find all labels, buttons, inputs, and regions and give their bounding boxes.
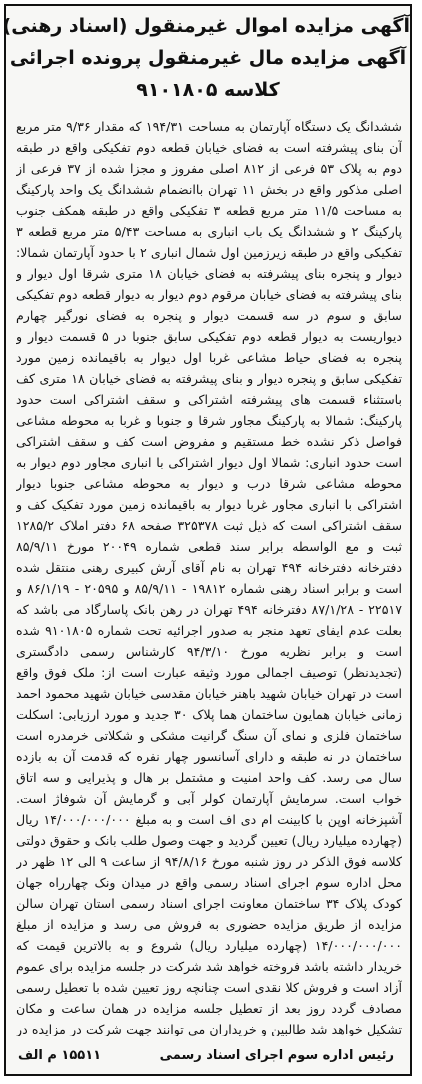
- case-number: کلاسه ۹۱۰۱۸۰۵: [136, 79, 280, 101]
- notice-subtitle: آگهی مزایده مال غیرمنقول پرونده اجرائی: [9, 47, 407, 69]
- notice-body: [16, 116, 402, 1036]
- signer-title: رئیس اداره سوم اجرای اسناد رسمی: [159, 1048, 394, 1063]
- auction-notice: [4, 4, 412, 1076]
- notice-body-text: ششدانگ یک دستگاه آپارتمان به مساحت ۱۹۴/۳۱ که مقدار ۹/۳۶ متر مربع آن بنای پیشرفته است به فضای خیابان قطعه دوم تفکیکی واقع در طبقه دوم به پلاک ۵۳ فرعی از ۸۱۲ اصلی مفروز و مجزا شده از ۳۷ فرعی از اصلی مذکور واقع در بخش ۱۱ تهران باانضمام ششدانگ یک واحد پارکینگ به مساحت ۱۱/۵ متر مربع قطعه ۳ تفکیکی واقع در طبقه همکف جنوب پارکینگ ۲ و ششدانگ یک باب انباری به مساحت ۵/۴۳ متر مربع قطعه ۳ تفکیکی واقع در طبقه زیرزمین اول شمال انباری ۲ با حدود آپارتمان شمالا: دیوار و پنجره بنای پیشرفته به فضای خیابان ۱۸ متری شرقا اول دیوار و بنای پیشرفته به فضای خیابان مرقوم دوم دیوار به دیوار قطعه دوم تفکیکی سابق و سوم در سه قسمت دیوار و پنجره به فضای نورگیر چهارم دیواریست به دیوار قطعه دوم تفکیکی سابق جنوبا در ۵ قسمت دیوار و پنجره به فضای حیاط مشاعی غربا اول دیوار به باقیمانده زمین مورد تفکیکی سابق و پنجره دیوار و بنای پیشرفته به فضای خیابان ۱۸ متری کف باستثناء قسمت های پیشرفته اشتراکی و سقف اشتراکی است حدود پارکینگ: شمالا به پارکینگ مجاور شرقا و جنوبا و غربا به محوطه مشاعی فواصل ذکر نشده خط مستقیم و مفروض است کف و سقف اشتراکی است حدود انباری: شمالا اول دیوار اشتراکی با انباری مجاور دوم دیوار به محوطه مشاعی شرقا درب و دیوار به محوطه مشاعی جنوبا دیوار اشتراکی با انباری مجاور غربا دیوار به باقیمانده زمین مورد تفکیک کف و سقف اشتراکی است که ذیل ثبت ۳۲۵۳۷۸ صفحه ۶۸ دفتر املاک ۱۲۸۵/۲ ثبت و مع الواسطه برابر سند قطعی شماره ۲۰۰۴۹ مورخ ۸۵/۹/۱۱ دفترخانه دفترخانه ۴۹۴ تهران به نام آقای آرش کبیری رهنی منتقل شده است و برابر اسناد رهنی شماره ۱۹۸۱۲ - ۸۵/۹/۱۱ و ۲۰۵۹۵ - ۸۶/۱/۱۹ و ۲۲۵۱۷ - ۸۷/۱/۲۸ دفترخانه ۴۹۴ تهران در رهن بانک پاسارگاد می باشد که بعلت عدم ایفای تعهد منجر به صدور اجرائیه تحت شماره ۹۱۰۱۸۰۵ شده است و برابر نظریه مورخ ۹۴/۳/۱۰ کارشناس رسمی دادگستری (تجدیدنظر) توصیف اجمالی مورد وثیقه عبارت است از: ملک فوق واقع است در تهران خیابان شهید باهنر خیابان مقدسی خیابان شهید محمود احمد زمانی خیابان همایون ساختمان هما پلاک ۳۰ جدید و مورد ارزیابی: اسکلت ساختمان فلزی و نمای آن سنگ گرانیت مشکی و شکلاتی خرمدره است ساختمان در نه طبقه و دارای آسانسور چهار نفره که قدمت آن به بازده سال می رسد. کف واحد امنیت و مشتمل بر هال و پذیرایی و سه اتاق خواب است. سرمایش آپارتمان کولر آبی و گرمایش آن شوفاژ است. آشپزخانه اوپن با کابینت ام دی اف است و به مبلغ ۱۴/۰۰۰/۰۰۰/۰۰۰ ریال (چهارده میلیارد ریال) تعیین گردید و جهت وصول طلب بانک و حقوق دولتی کلاسه فوق الذکر در روز شنبه مورخ ۹۴/۸/۱۶ از ساعت ۹ الی ۱۲ ظهر در محل اداره سوم اجرای اسناد رسمی واقع در میدان ونک چهارراه جهان کودک پلاک ۳۴ ساختمان معاونت اجرای اسناد رسمی استان تهران سالن مزایده از طریق مزایده حضوری به فروش می رسد و مزایده از مبلغ ۱۴/۰۰۰/۰۰۰/۰۰۰ (چهارده میلیارد ریال) شروع و به بالاترین قیمت که خریدار داشته باشد فروخته خواهد شد شرکت در جلسه مزایده برای عموم آزاد است و فروش کلا نقدی است چنانچه روز تعیین شده با تعطیل رسمی مصادف گردد روز بعد از تعطیل جلسه مزایده در همان ساعت و مکان تشکیل خواهد شد طالبین و خریداران می توانند جهت شرکت در مزایده در: [16, 119, 402, 1036]
- notice-header: [2, 6, 410, 106]
- notice-title: آگهی مزایده اموال غیرمنقول (اسناد رهنی): [2, 15, 410, 37]
- notice-footer: [12, 1044, 404, 1070]
- ad-code: ۱۵۵۱۱ م الف: [18, 1048, 102, 1063]
